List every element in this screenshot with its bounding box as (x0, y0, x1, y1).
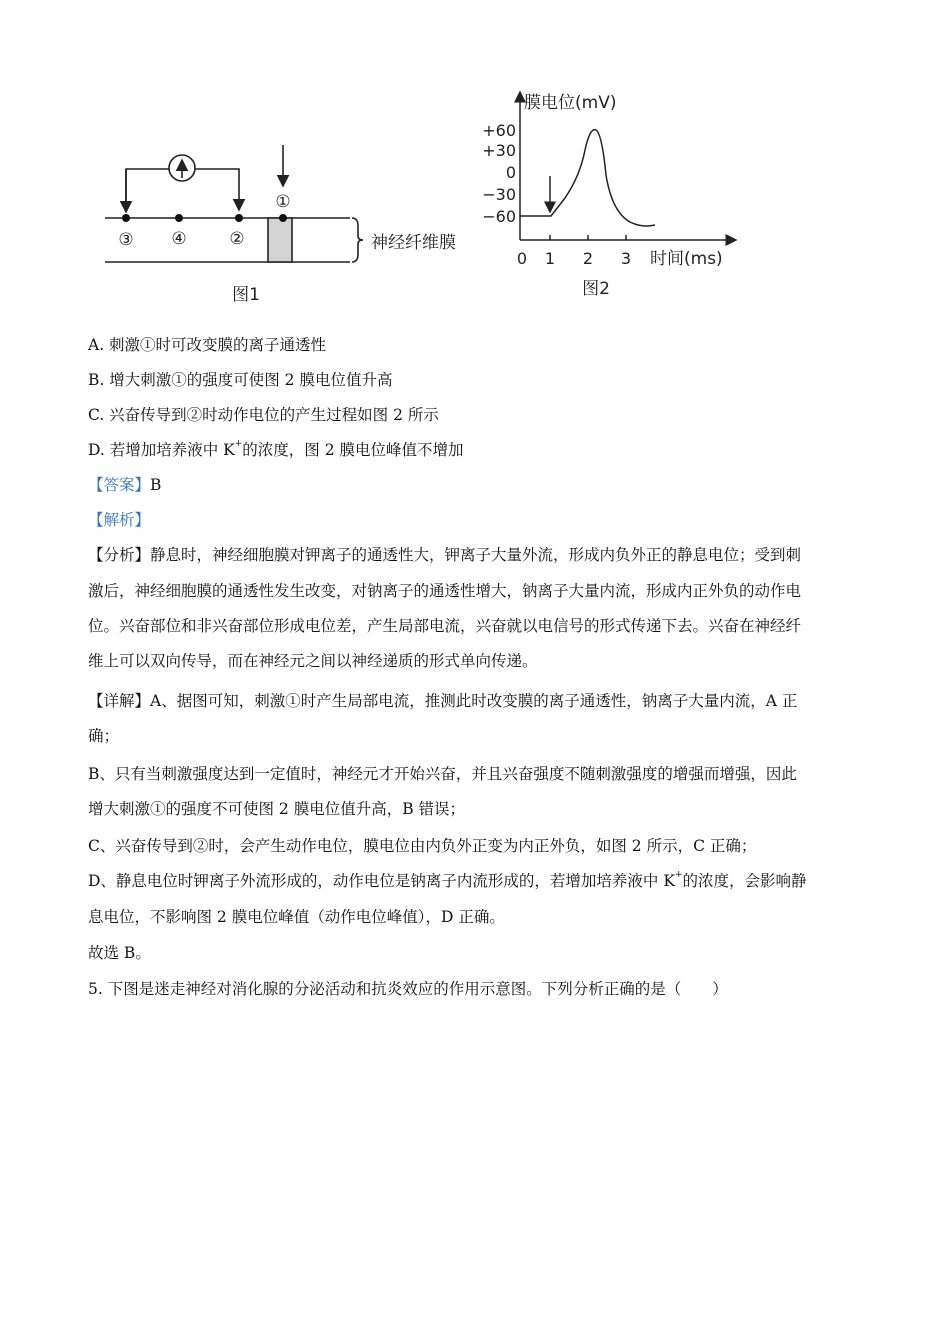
fenxi-line: 维上可以双向传导，而在神经元之间以神经递质的形式单向传递。 (88, 652, 538, 670)
text: 静息时，神经细胞膜对钾离子的通透性大，钾离子大量外流，形成内负外正的静息电位；受到刺 (150, 546, 802, 564)
conclusion: 故选 B。 (88, 944, 151, 962)
y-tick: −30 (482, 185, 516, 204)
superscript: + (674, 870, 683, 880)
label-point-4: ④ (171, 229, 187, 249)
option-d (88, 440, 464, 460)
x-tick: 2 (582, 249, 594, 268)
y-tick: 0 (505, 163, 516, 182)
label-point-1: ① (275, 192, 291, 212)
brace (352, 218, 363, 262)
option-a: A. 刺激①时可改变膜的离子通透性 (88, 336, 327, 354)
potential-curve (520, 130, 655, 226)
y-tick: +30 (482, 141, 516, 160)
text: D. 若增加培养液中 K (88, 441, 235, 459)
xiangjie-line: 息电位，不影响图 2 膜电位峰值（动作电位峰值），D 正确。 (88, 908, 505, 926)
option-c: C. 兴奋传导到②时动作电位的产生过程如图 2 所示 (88, 406, 439, 424)
y-axis-title: 膜电位(mV) (524, 93, 617, 113)
option-b: B. 增大刺激①的强度可使图 2 膜电位值升高 (88, 371, 393, 389)
xiangjie-line: 增大刺激①的强度不可使图 2 膜电位值升高，B 错误； (88, 800, 466, 818)
figure-1-caption: 图1 (232, 285, 260, 305)
figure-2-action-potential (520, 92, 736, 240)
y-tick: +60 (482, 121, 516, 140)
x-tick: 0 (516, 249, 528, 268)
text: D、静息电位时钾离子外流形成的，动作电位是钠离子内流形成的，若增加培养液中 K (88, 872, 675, 890)
xiangjie-line: B、只有当刺激强度达到一定值时，神经元才开始兴奋，并且兴奋强度不随刺激强度的增强而增强，因此 (88, 765, 797, 783)
answer (88, 475, 161, 495)
fenxi-tag: 【分析】 (88, 546, 151, 564)
x-tick: 3 (620, 249, 632, 268)
analysis-tag: 【解析】 (88, 511, 151, 529)
fenxi-line (88, 545, 801, 565)
y-tick: −60 (482, 207, 516, 226)
membrane-label: 神经纤维膜 (371, 233, 456, 253)
xiangjie-tag: 【详解】 (88, 692, 151, 710)
figures (0, 0, 950, 310)
xiangjie-line (88, 691, 797, 711)
xiangjie-line: 确； (88, 727, 120, 745)
answer-tag: 【答案】 (88, 476, 151, 494)
label-point-2: ② (229, 229, 245, 249)
superscript: + (234, 439, 243, 449)
answer-value: B (150, 476, 162, 494)
next-question: 5. 下图是迷走神经对消化腺的分泌活动和抗炎效应的作用示意图。下列分析正确的是（ ） (88, 980, 728, 998)
xiangjie-line (88, 871, 807, 891)
x-tick: 1 (544, 249, 556, 268)
text: A、据图可知，刺激①时产生局部电流，推测此时改变膜的离子通透性，钠离子大量内流，A 正 (150, 692, 798, 710)
text: 的浓度，图 2 膜电位峰值不增加 (242, 441, 464, 459)
stimulus-region (268, 218, 292, 262)
fenxi-line: 位。兴奋部位和非兴奋部位形成电位差，产生局部电流，兴奋就以电信号的形式传递下去。兴奋在神经纤 (88, 617, 802, 635)
label-point-3: ③ (118, 230, 134, 250)
fenxi-line: 激后，神经细胞膜的通透性发生改变，对钠离子的通透性增大，钠离子大量内流，形成内正外负的动作电 (88, 582, 802, 600)
text: 的浓度，会影响静 (682, 872, 807, 890)
xiangjie-line: C、兴奋传导到②时，会产生动作电位，膜电位由内负外正变为内正外负，如图 2 所示，C 正确； (88, 837, 757, 855)
figure-2-caption: 图2 (582, 279, 610, 299)
x-axis-title: 时间(ms) (650, 249, 723, 269)
